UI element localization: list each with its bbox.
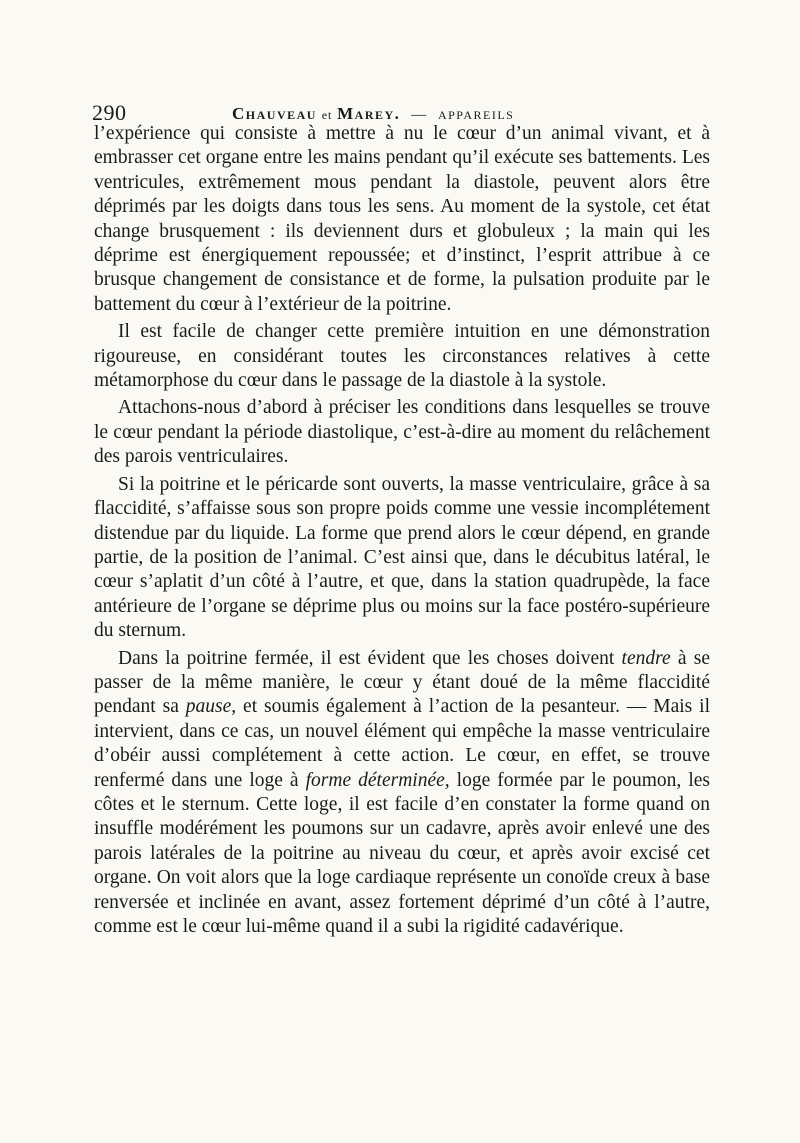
paragraph-5-part-3: et soumis également à l’action de la pesanteur. — Mais il intervient, dans ce cas, un nouvel élément qui empêche la masse ventriculaire d’obéir aussi complétement à cette action. Le cœur, en effet, se trouve renfermé dans une loge à xyxy=(94,696,710,791)
paragraph-4: Si la poitrine et le péricarde sont ouverts, la masse ventriculaire, grâce à sa flaccidité, s’affaisse sous son propre poids comme une vessie incomplétement distendue par du liquide. La forme que prend alors le cœur dépend, en grande partie, de la position de l’animal. C’est ainsi que, dans le décubitus latéral, le cœur s’aplatit d’un côté à l’autre, et que, dans la station quadrupède, la face antérieure de l’organe se déprime plus ou moins sur la face postéro-supérieure du sternum. xyxy=(94,473,710,642)
emphasis-forme-determinee: forme déterminée, xyxy=(305,769,450,791)
conjunction: et xyxy=(321,108,333,122)
author-name-2: Marey. xyxy=(337,104,401,123)
paragraph-5-part-1: Dans la poitrine fermée, il est évident que les choses doivent xyxy=(118,647,622,669)
header-dash: — xyxy=(411,107,428,123)
emphasis-tendre: tendre xyxy=(621,647,671,669)
author-name-1: Chauveau xyxy=(232,104,317,123)
emphasis-pause: pause, xyxy=(185,696,237,718)
paragraph-5-part-2: à se passer de la même manière, le cœur y étant doué de la même flaccidité pendant sa xyxy=(94,647,711,718)
paragraph-2: Il est facile de changer cette première intuition en une démonstration rigoureuse, en considérant toutes les circonstances relatives à cette métamorphose du cœur dans le passage de la diastole à la systole. xyxy=(94,321,710,392)
paragraph-5-part-4: loge formée par le poumon, les côtes et le sternum. Cette loge, il est facile d’en constater la forme quand on insuffle modérément les poumons sur un cadavre, après avoir enlevé une des parois latérales de la poitrine au niveau du cœur, et après avoir excisé cet organe. On voit alors que la loge cardiaque représente un conoïde creux à base renversée et inclinée en avant, assez fortement déprimé d’un côté à l’autre, comme est le cœur lui-même quand il a subi la rigidité cadavérique. xyxy=(94,769,710,937)
running-head xyxy=(232,104,514,124)
paragraph-3: Attachons-nous d’abord à préciser les conditions dans lesquelles se trouve le cœur pendant la période diastolique, c’est-à-dire au moment du relâchement des parois ventriculaires. xyxy=(94,397,710,468)
paragraph-1: l’expérience qui consiste à mettre à nu le cœur d’un animal vivant, et à embrasser cet organe entre les mains pendant qu’il exécute ses battements. Les ventricules, extrêmement mous pendant la diastole, peuvent alors être déprimés par les doigts dans tous les sens. Au moment de la systole, cet état change brusquement : ils deviennent durs et globuleux ; la main qui les déprime est énergiquement repoussée; et d’instinct, l’esprit attribue à ce brusque changement de consistance et de forme, la pulsation produite par le battement du cœur à l’extérieur de la poitrine. xyxy=(94,123,710,315)
paragraph-5 xyxy=(94,647,710,940)
body-text xyxy=(94,122,710,939)
section-title: APPAREILS xyxy=(437,108,515,122)
page-number: 290 xyxy=(92,100,127,125)
